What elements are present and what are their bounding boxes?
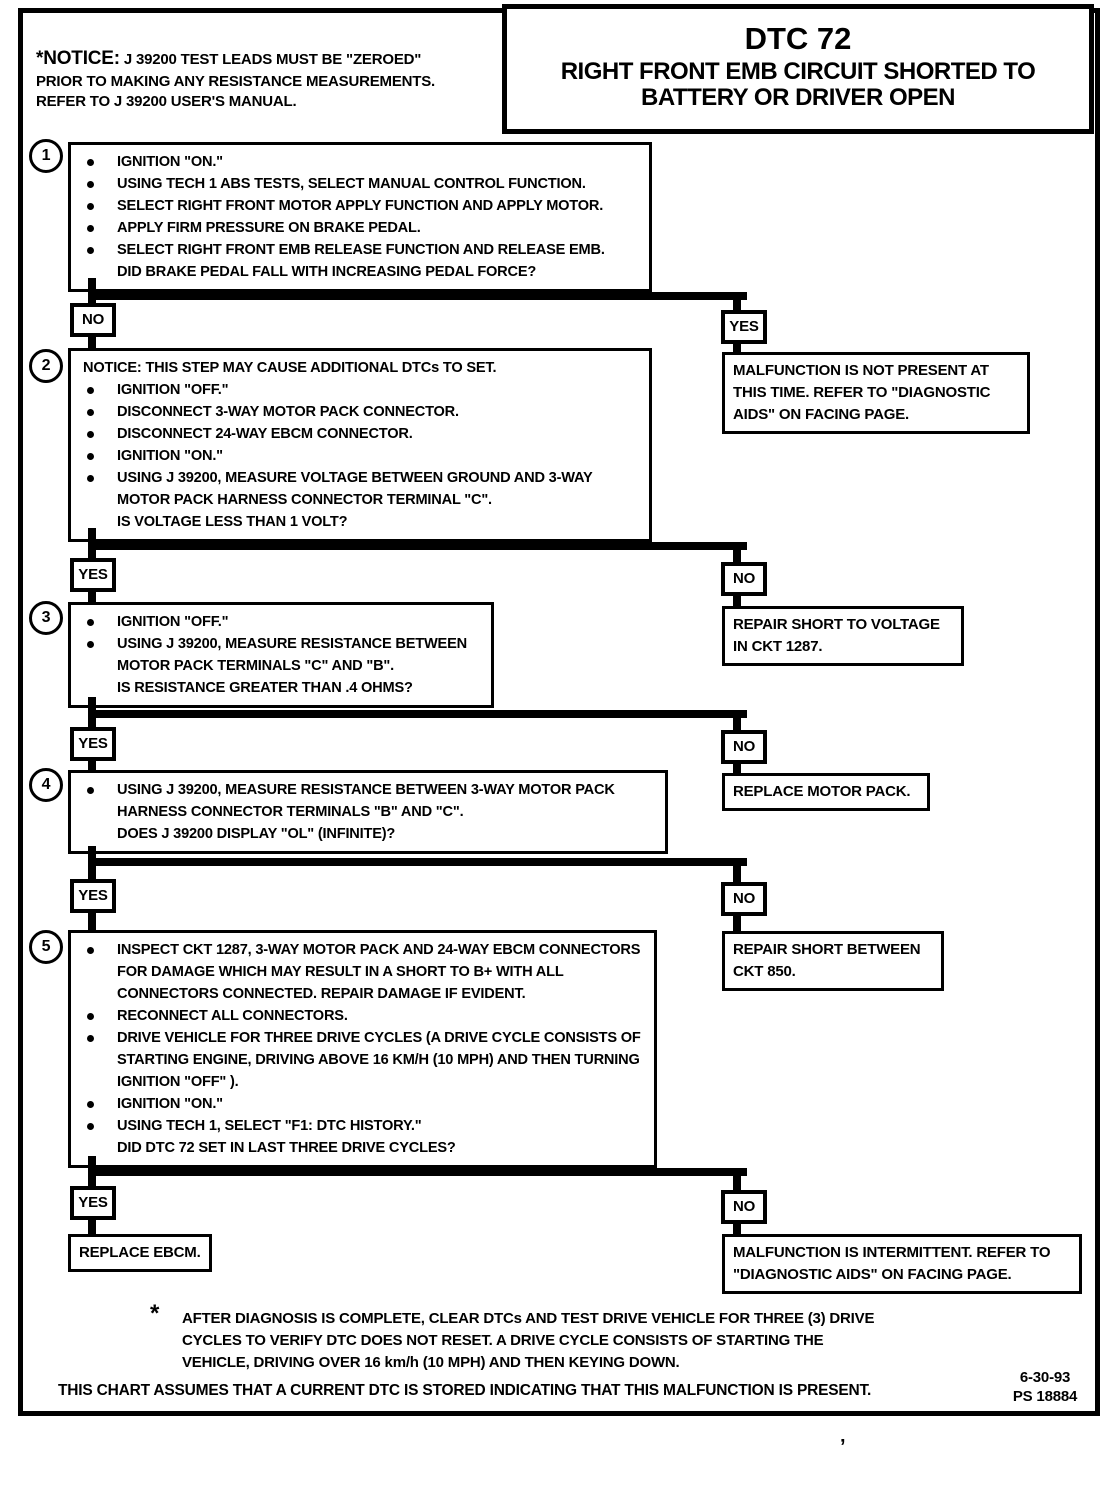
step-line bbox=[71, 401, 641, 423]
bullet-icon bbox=[87, 431, 94, 438]
step-text: SELECT RIGHT FRONT EMB RELEASE FUNCTION AND RELEASE EMB. bbox=[117, 242, 605, 258]
bullet-icon bbox=[87, 619, 94, 626]
notice-prefix: *NOTICE: bbox=[36, 48, 120, 69]
bullet-icon bbox=[87, 1123, 94, 1130]
decision-4-no-label: NO bbox=[721, 882, 767, 916]
connector-line bbox=[88, 542, 747, 550]
step-line bbox=[71, 151, 641, 173]
notice-line-2: PRIOR TO MAKING ANY RESISTANCE MEASUREMENTS. bbox=[36, 72, 436, 90]
step-line bbox=[71, 379, 641, 401]
step-text: DISCONNECT 3-WAY MOTOR PACK CONNECTOR. bbox=[117, 404, 459, 420]
decision-5-result-box: MALFUNCTION IS INTERMITTENT. REFER TO "DIAGNOSTIC AIDS" ON FACING PAGE. bbox=[722, 1234, 1082, 1294]
bullet-icon bbox=[87, 409, 94, 416]
step-3-box bbox=[68, 602, 494, 708]
decision-5-left-result-box: REPLACE EBCM. bbox=[68, 1234, 212, 1272]
step-4-box bbox=[68, 770, 668, 854]
decision-2-yes-label: YES bbox=[70, 558, 116, 592]
footnote-text: AFTER DIAGNOSIS IS COMPLETE, CLEAR DTCs AND TEST DRIVE VEHICLE FOR THREE (3) DRIVE CYCLES TO VERIFY DTC DOES NOT RESET. A DRIVE CYCLE CONSISTS OF STARTING THE VEHICLE, DRIVING OVER 16 km/h (10 MPH) AND THEN KEYING DOWN. bbox=[182, 1310, 875, 1371]
step-text: IS RESISTANCE GREATER THAN .4 OHMS? bbox=[117, 680, 413, 696]
step-line bbox=[71, 633, 483, 677]
connector-line bbox=[88, 913, 96, 931]
step-text: APPLY FIRM PRESSURE ON BRAKE PEDAL. bbox=[117, 220, 421, 236]
step-text: IGNITION "ON." bbox=[117, 448, 223, 464]
step-line bbox=[71, 1093, 646, 1115]
step-3-number: 3 bbox=[29, 601, 63, 635]
bullet-icon bbox=[87, 203, 94, 210]
step-2-number: 2 bbox=[29, 349, 63, 383]
bullet-icon bbox=[87, 947, 94, 954]
step-text: DID BRAKE PEDAL FALL WITH INCREASING PEDAL FORCE? bbox=[117, 264, 537, 280]
step-text: USING TECH 1, SELECT "F1: DTC HISTORY." bbox=[117, 1118, 422, 1134]
bullet-icon bbox=[87, 1035, 94, 1042]
bullet-icon bbox=[87, 247, 94, 254]
step-text: INSPECT CKT 1287, 3-WAY MOTOR PACK AND 24-WAY EBCM CONNECTORS FOR DAMAGE WHICH MAY RESULT IN A SHORT TO B+ WITH ALL CONNECTORS CONNECTED. REPAIR DAMAGE IF EVIDENT. bbox=[117, 942, 641, 1002]
step-notice bbox=[71, 357, 641, 379]
step-line bbox=[71, 217, 641, 239]
step-line bbox=[71, 467, 641, 511]
bullet-icon bbox=[87, 181, 94, 188]
notice-line-1: J 39200 TEST LEADS MUST BE "ZEROED" bbox=[123, 51, 422, 68]
decision-2-result-box: REPAIR SHORT TO VOLTAGE IN CKT 1287. bbox=[722, 606, 964, 666]
bullet-icon bbox=[87, 787, 94, 794]
step-line bbox=[71, 239, 641, 261]
step-line bbox=[71, 779, 657, 823]
decision-1-no-label: NO bbox=[70, 303, 116, 337]
step-text: IGNITION "ON." bbox=[117, 154, 223, 170]
step-text: USING J 39200, MEASURE VOLTAGE BETWEEN GROUND AND 3-WAY MOTOR PACK HARNESS CONNECTOR TERMINAL "C". bbox=[117, 470, 593, 508]
bullet-icon bbox=[87, 159, 94, 166]
step-text: NOTICE: THIS STEP MAY CAUSE ADDITIONAL DTCs TO SET. bbox=[83, 360, 497, 376]
decision-3-yes-label: YES bbox=[70, 727, 116, 761]
connector-line bbox=[733, 916, 741, 932]
revision-block bbox=[1000, 1368, 1090, 1406]
bullet-icon bbox=[87, 453, 94, 460]
step-text: DID DTC 72 SET IN LAST THREE DRIVE CYCLES? bbox=[117, 1140, 456, 1156]
step-line bbox=[71, 195, 641, 217]
step-text: IGNITION "OFF." bbox=[117, 614, 229, 630]
step-line bbox=[71, 423, 641, 445]
notice-line-3: REFER TO J 39200 USER'S MANUAL. bbox=[36, 92, 297, 110]
step-question bbox=[71, 1137, 646, 1159]
step-line bbox=[71, 1005, 646, 1027]
step-line bbox=[71, 1115, 646, 1137]
step-5-number: 5 bbox=[29, 930, 63, 964]
step-text: USING TECH 1 ABS TESTS, SELECT MANUAL CONTROL FUNCTION. bbox=[117, 176, 586, 192]
footnote-asterisk: * bbox=[150, 1300, 160, 1327]
step-4-number: 4 bbox=[29, 768, 63, 802]
bullet-icon bbox=[87, 1101, 94, 1108]
title-box bbox=[502, 4, 1094, 134]
step-text: RECONNECT ALL CONNECTORS. bbox=[117, 1008, 348, 1024]
bullet-icon bbox=[87, 1013, 94, 1020]
step-text: DISCONNECT 24-WAY EBCM CONNECTOR. bbox=[117, 426, 413, 442]
bullet-icon bbox=[87, 225, 94, 232]
step-line bbox=[71, 173, 641, 195]
footer-note: THIS CHART ASSUMES THAT A CURRENT DTC IS STORED INDICATING THAT THIS MALFUNCTION IS PRESENT. bbox=[58, 1382, 872, 1399]
step-text: USING J 39200, MEASURE RESISTANCE BETWEEN MOTOR PACK TERMINALS "C" AND "B". bbox=[117, 636, 467, 674]
connector-line bbox=[88, 858, 747, 866]
step-2-box bbox=[68, 348, 652, 542]
step-line bbox=[71, 445, 641, 467]
decision-2-no-label: NO bbox=[721, 562, 767, 596]
step-question bbox=[71, 677, 483, 699]
step-text: DOES J 39200 DISPLAY "OL" (INFINITE)? bbox=[117, 826, 396, 842]
step-line bbox=[71, 1027, 646, 1093]
step-line bbox=[71, 939, 646, 1005]
step-text: IS VOLTAGE LESS THAN 1 VOLT? bbox=[117, 514, 348, 530]
step-question bbox=[71, 261, 641, 283]
bullet-icon bbox=[87, 641, 94, 648]
step-text: DRIVE VEHICLE FOR THREE DRIVE CYCLES (A DRIVE CYCLE CONSISTS OF STARTING ENGINE, DRIVING ABOVE 16 KM/H (10 MPH) AND THEN TURNING IGNITION "OFF" ). bbox=[117, 1030, 641, 1090]
decision-4-yes-label: YES bbox=[70, 879, 116, 913]
step-1-box bbox=[68, 142, 652, 292]
stray-mark: ’ bbox=[840, 1436, 846, 1458]
decision-3-result-box: REPLACE MOTOR PACK. bbox=[722, 773, 930, 811]
decision-5-yes-label: YES bbox=[70, 1186, 116, 1220]
step-line bbox=[71, 611, 483, 633]
bullet-icon bbox=[87, 387, 94, 394]
bullet-icon bbox=[87, 475, 94, 482]
decision-3-no-label: NO bbox=[721, 730, 767, 764]
step-1-number: 1 bbox=[29, 139, 63, 173]
step-text: IGNITION "OFF." bbox=[117, 382, 229, 398]
decision-1-result-box: MALFUNCTION IS NOT PRESENT AT THIS TIME. REFER TO "DIAGNOSTIC AIDS" ON FACING PAGE. bbox=[722, 352, 1030, 434]
step-text: SELECT RIGHT FRONT MOTOR APPLY FUNCTION AND APPLY MOTOR. bbox=[117, 198, 604, 214]
step-question bbox=[71, 823, 657, 845]
step-text: IGNITION "ON." bbox=[117, 1096, 223, 1112]
step-5-box bbox=[68, 930, 657, 1168]
notice bbox=[36, 46, 506, 112]
dtc-title: RIGHT FRONT EMB CIRCUIT SHORTED TO BATTERY OR DRIVER OPEN bbox=[560, 58, 1036, 112]
dtc-code: DTC 72 bbox=[744, 21, 852, 56]
connector-line bbox=[88, 1168, 747, 1176]
revision-date: 6-30-93 bbox=[1019, 1369, 1071, 1386]
decision-5-no-label: NO bbox=[721, 1190, 767, 1224]
step-text: USING J 39200, MEASURE RESISTANCE BETWEEN 3-WAY MOTOR PACK HARNESS CONNECTOR TERMINALS "B" AND "C". bbox=[117, 782, 615, 820]
decision-1-yes-label: YES bbox=[721, 310, 767, 344]
document-code: PS 18884 bbox=[1012, 1388, 1078, 1405]
decision-4-result-box: REPAIR SHORT BETWEEN CKT 850. bbox=[722, 931, 944, 991]
step-question bbox=[71, 511, 641, 533]
connector-line bbox=[88, 710, 747, 718]
connector-line bbox=[88, 292, 747, 300]
